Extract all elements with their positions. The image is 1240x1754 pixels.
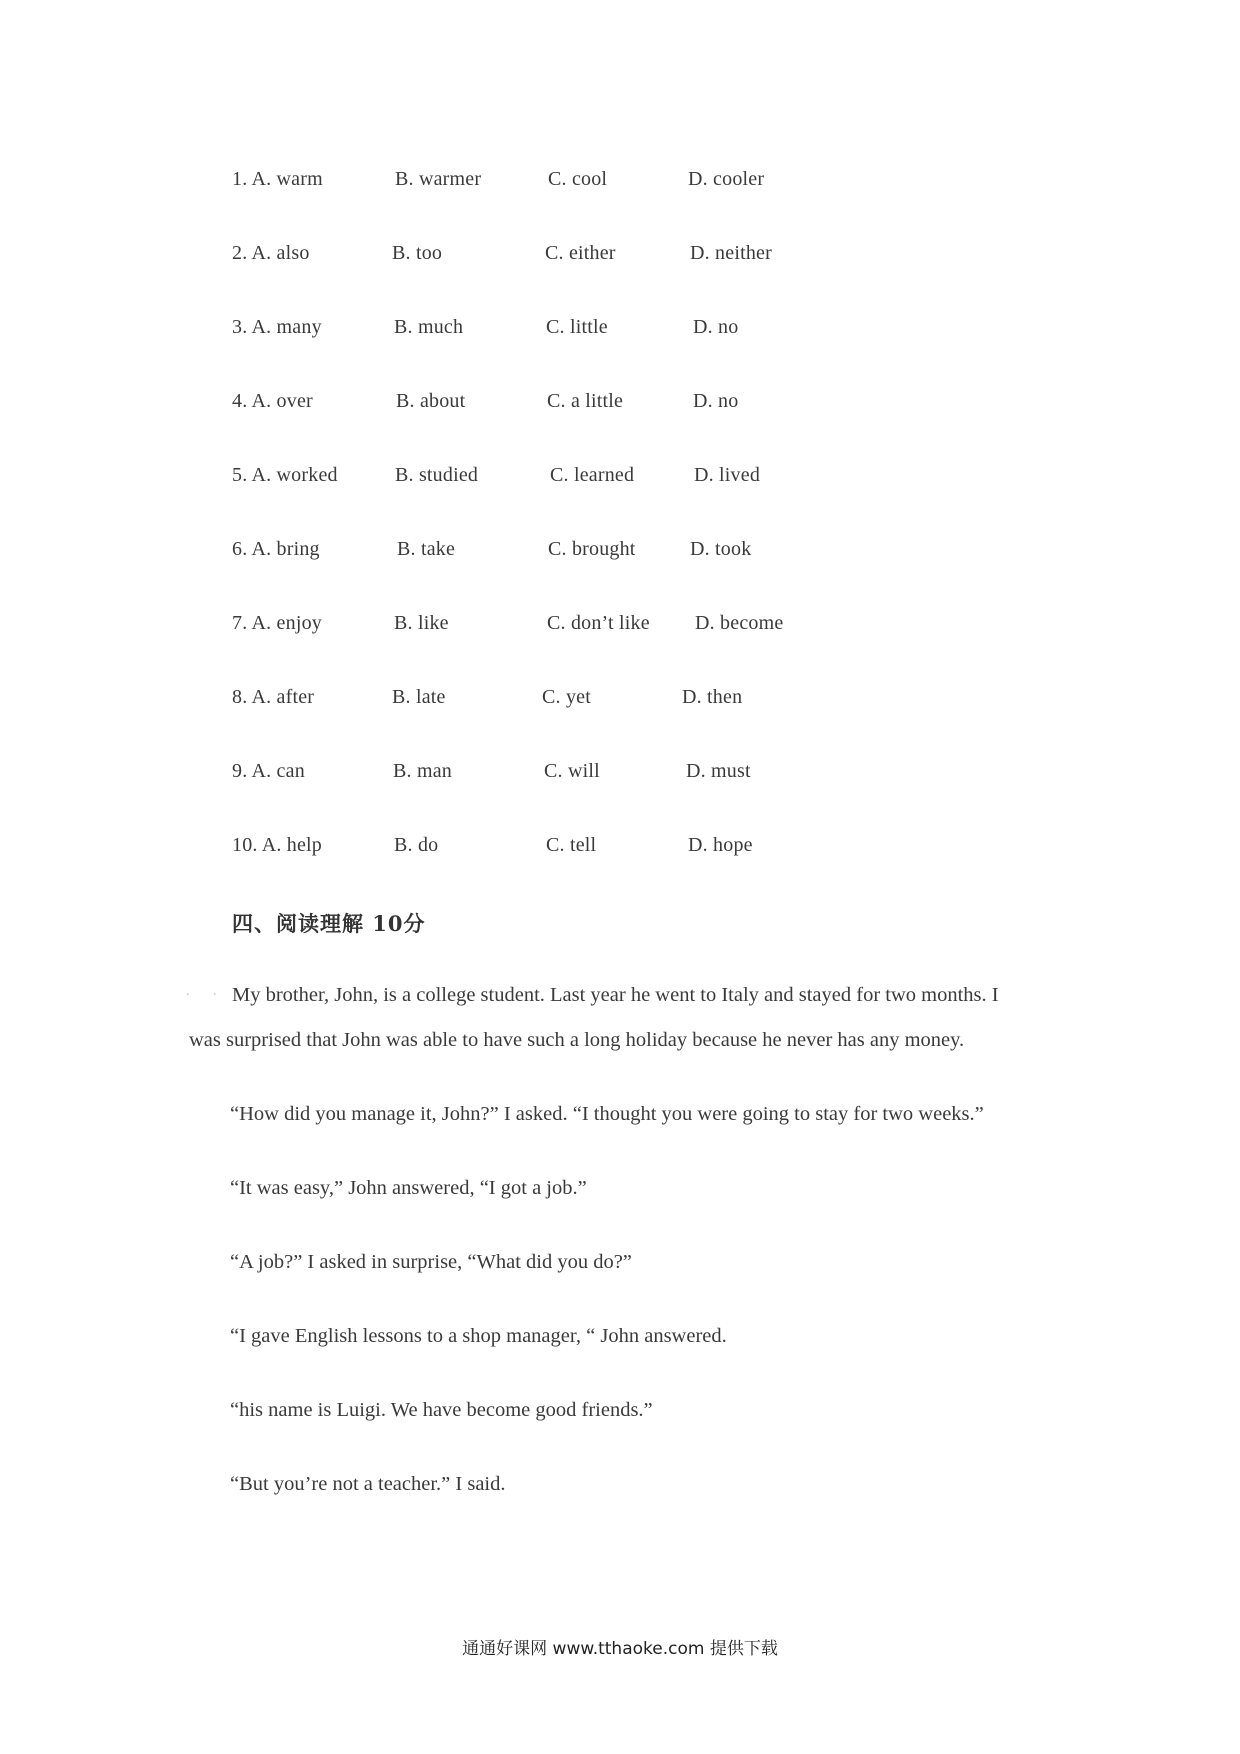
option-c: C. cool — [548, 168, 608, 190]
option-b: B. too — [392, 242, 443, 264]
page-footer: 通通好课网 www.tthaoke.com 提供下载 — [462, 1639, 778, 1659]
option-b: B. warmer — [395, 168, 482, 190]
option-b: B. like — [394, 612, 449, 634]
option-d: D. become — [695, 612, 784, 634]
question-row-5 — [0, 464, 1240, 494]
passage-paragraph-6: “his name is Luigi. We have become good friends.” — [230, 1399, 653, 1421]
question-row-9 — [0, 760, 1240, 790]
question-row-1 — [0, 168, 1240, 198]
option-d: D. then — [682, 686, 743, 708]
option-a: 10. A. help — [232, 834, 322, 856]
option-a: 3. A. many — [232, 316, 322, 338]
passage-paragraph-1-line-2: was surprised that John was able to have such a long holiday because he never has any money. — [189, 1029, 965, 1051]
option-d: D. no — [693, 316, 739, 338]
question-row-8 — [0, 686, 1240, 716]
option-b: B. take — [397, 538, 456, 560]
option-c: C. tell — [546, 834, 597, 856]
option-b: B. studied — [395, 464, 479, 486]
passage-paragraph-7: “But you’re not a teacher.” I said. — [230, 1473, 506, 1495]
option-c: C. will — [544, 760, 600, 782]
question-row-3 — [0, 316, 1240, 346]
option-a: 7. A. enjoy — [232, 612, 322, 634]
option-a: 4. A. over — [232, 390, 313, 412]
option-c: C. either — [545, 242, 616, 264]
option-b: B. man — [393, 760, 452, 782]
option-c: C. a little — [547, 390, 624, 412]
question-row-4 — [0, 390, 1240, 420]
option-a: 6. A. bring — [232, 538, 320, 560]
option-d: D. neither — [690, 242, 772, 264]
margin-dots: . . — [186, 984, 227, 999]
option-b: B. do — [394, 834, 439, 856]
question-row-10 — [0, 834, 1240, 864]
option-d: D. took — [690, 538, 752, 560]
passage-paragraph-5: “I gave English lessons to a shop manager, “ John answered. — [230, 1325, 727, 1347]
option-c: C. learned — [550, 464, 635, 486]
option-b: B. about — [396, 390, 466, 412]
option-d: D. cooler — [688, 168, 765, 190]
option-a: 5. A. worked — [232, 464, 338, 486]
option-a: 1. A. warm — [232, 168, 323, 190]
option-c: C. yet — [542, 686, 591, 708]
option-d: D. lived — [694, 464, 761, 486]
passage-paragraph-2: “How did you manage it, John?” I asked. “I thought you were going to stay for two weeks.” — [230, 1103, 984, 1125]
passage-paragraph-3: “It was easy,” John answered, “I got a job.” — [230, 1177, 587, 1199]
option-c: C. little — [546, 316, 608, 338]
question-row-7 — [0, 612, 1240, 642]
option-d: D. hope — [688, 834, 753, 856]
passage-paragraph-4: “A job?” I asked in surprise, “What did you do?” — [230, 1251, 632, 1273]
question-row-6 — [0, 538, 1240, 568]
option-c: C. brought — [548, 538, 636, 560]
option-d: D. no — [693, 390, 739, 412]
passage-paragraph-1-line-1: My brother, John, is a college student. Last year he went to Italy and stayed for two months. I — [232, 984, 999, 1006]
option-a: 2. A. also — [232, 242, 310, 264]
option-c: C. don’t like — [547, 612, 650, 634]
option-a: 9. A. can — [232, 760, 305, 782]
option-a: 8. A. after — [232, 686, 315, 708]
section-title: 四、阅读理解 10分 — [232, 911, 426, 936]
question-row-2 — [0, 242, 1240, 272]
option-d: D. must — [686, 760, 751, 782]
option-b: B. much — [394, 316, 464, 338]
option-b: B. late — [392, 686, 446, 708]
